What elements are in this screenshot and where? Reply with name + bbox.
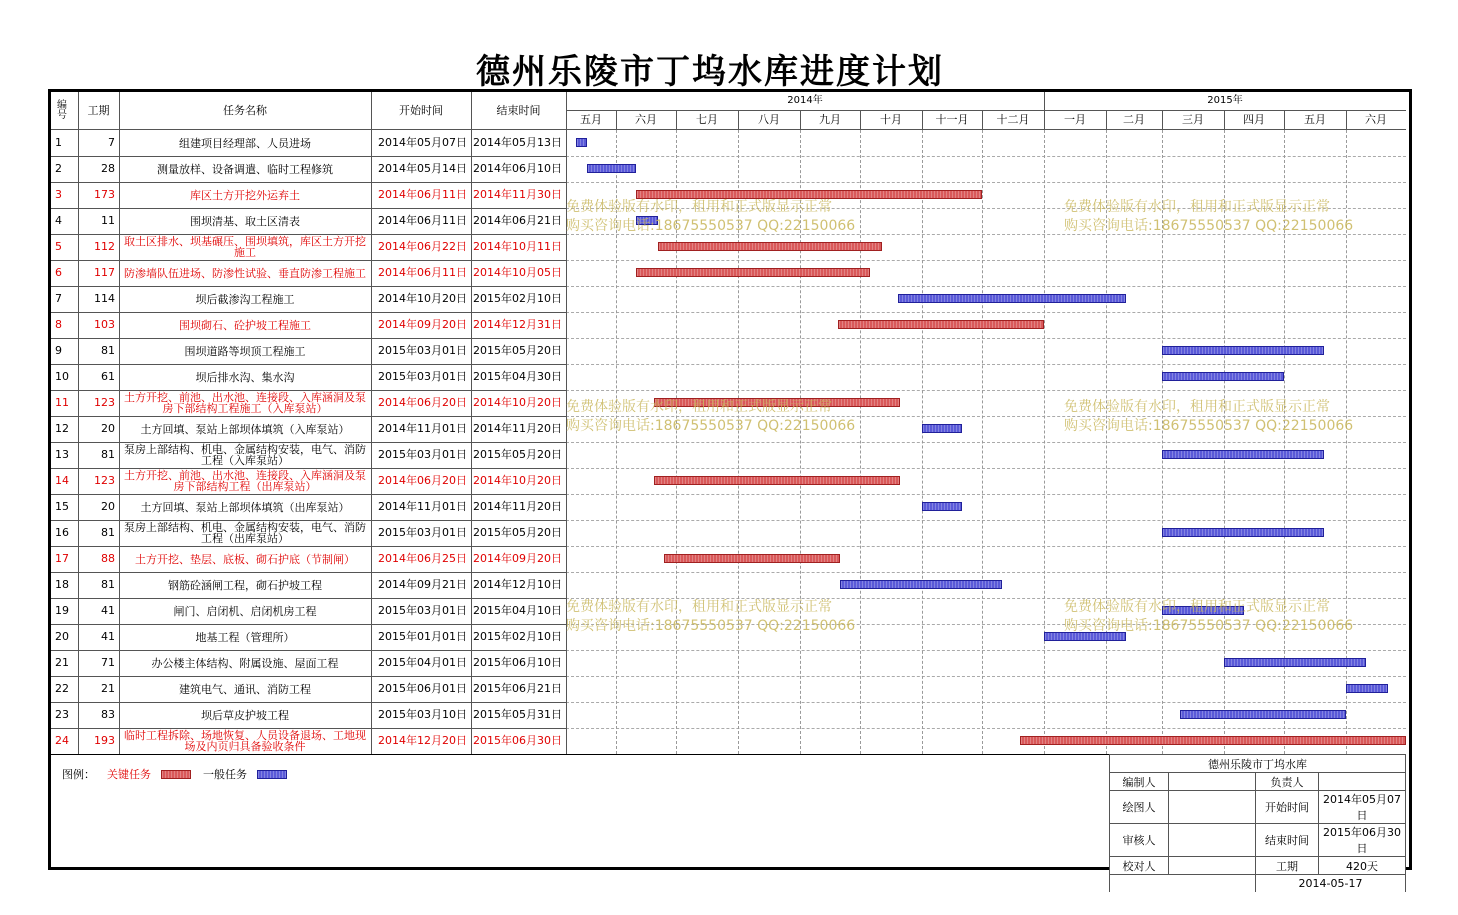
info-checker-value bbox=[1169, 857, 1256, 875]
header-end: 结束时间 bbox=[496, 104, 541, 117]
row-end: 2014年12月10日 bbox=[473, 578, 562, 591]
row-end: 2014年06月21日 bbox=[473, 214, 562, 227]
year-separator bbox=[1044, 92, 1045, 111]
row-gridline bbox=[566, 702, 1406, 703]
month-separator bbox=[860, 111, 861, 129]
normal-task-bar[interactable] bbox=[587, 164, 636, 173]
critical-task-bar[interactable] bbox=[654, 398, 900, 407]
row-duration: 41 bbox=[101, 630, 115, 643]
row-start: 2014年05月07日 bbox=[378, 136, 467, 149]
row-gridline bbox=[566, 390, 1406, 391]
info-reviewer-label: 审核人 bbox=[1110, 824, 1169, 857]
row-number: 11 bbox=[55, 396, 69, 409]
row-duration: 41 bbox=[101, 604, 115, 617]
info-empty bbox=[1110, 875, 1256, 893]
critical-task-bar[interactable] bbox=[838, 320, 1044, 329]
row-start: 2014年10月20日 bbox=[378, 292, 467, 305]
legend bbox=[62, 766, 287, 782]
row-start: 2014年11月01日 bbox=[378, 500, 467, 513]
info-date: 2014-05-17 bbox=[1256, 875, 1406, 893]
info-reviewer-value bbox=[1169, 824, 1256, 857]
row-end: 2014年09月20日 bbox=[473, 552, 562, 565]
month-header: 七月 bbox=[696, 113, 718, 126]
info-checker-label: 校对人 bbox=[1110, 857, 1169, 875]
row-duration: 81 bbox=[101, 448, 115, 461]
header-no: 编号 bbox=[57, 100, 67, 121]
normal-task-bar[interactable] bbox=[898, 294, 1126, 303]
critical-task-bar[interactable] bbox=[658, 242, 882, 251]
row-number: 1 bbox=[55, 136, 62, 149]
row-number: 24 bbox=[55, 734, 69, 747]
month-separator bbox=[800, 111, 801, 129]
row-task-name: 临时工程拆除、场地恢复、人员设备退场、工地现场及内页归具备验收条件 bbox=[124, 729, 366, 753]
row-number: 4 bbox=[55, 214, 62, 227]
month-gridline bbox=[1106, 130, 1107, 754]
critical-task-bar[interactable] bbox=[1020, 736, 1406, 745]
row-duration: 81 bbox=[101, 344, 115, 357]
info-editor-value bbox=[1169, 773, 1256, 791]
row-start: 2015年03月01日 bbox=[378, 370, 467, 383]
row-task-name: 组建项目经理部、人员进场 bbox=[179, 136, 311, 150]
info-drawer-value bbox=[1169, 791, 1256, 824]
year-header: 2015年 bbox=[1207, 95, 1243, 106]
month-gridline bbox=[860, 130, 861, 754]
normal-task-bar[interactable] bbox=[1162, 450, 1324, 459]
month-gridline bbox=[738, 130, 739, 754]
row-gridline bbox=[566, 416, 1406, 417]
row-duration: 117 bbox=[94, 266, 115, 279]
row-gridline bbox=[566, 572, 1406, 573]
month-gridline bbox=[982, 130, 983, 754]
critical-task-bar[interactable] bbox=[654, 476, 900, 485]
month-header: 八月 bbox=[758, 113, 780, 126]
row-task-name: 测量放样、设备调遣、临时工程修筑 bbox=[157, 162, 333, 176]
row-start: 2015年03月01日 bbox=[378, 448, 467, 461]
normal-task-bar[interactable] bbox=[1162, 372, 1284, 381]
normal-task-bar[interactable] bbox=[1044, 632, 1126, 641]
row-gridline bbox=[566, 624, 1406, 625]
row-number: 17 bbox=[55, 552, 69, 565]
month-header: 十月 bbox=[880, 113, 902, 126]
month-gridline bbox=[1044, 130, 1045, 754]
row-task-name: 取土区排水、坝基碾压、围坝填筑，库区土方开挖施工 bbox=[124, 235, 366, 259]
legend-normal-label: 一般任务 bbox=[203, 768, 247, 781]
row-gridline bbox=[566, 598, 1406, 599]
row-gridline bbox=[566, 338, 1406, 339]
row-duration: 28 bbox=[101, 162, 115, 175]
info-owner-label: 负责人 bbox=[1256, 773, 1319, 791]
row-duration: 123 bbox=[94, 474, 115, 487]
row-number: 21 bbox=[55, 656, 69, 669]
row-gridline bbox=[566, 260, 1406, 261]
watermark: 免费体验版有水印，租用和正式版显示正常 购买咨询电话:18675550537 QQ:22150066 bbox=[566, 399, 856, 434]
row-task-name: 土方开挖、垫层、底板、砌石护底（节制闸） bbox=[135, 552, 355, 566]
month-header: 九月 bbox=[819, 113, 841, 126]
row-gridline bbox=[566, 650, 1406, 651]
info-drawer-label: 绘图人 bbox=[1110, 791, 1169, 824]
legend-label: 图例： bbox=[62, 768, 95, 781]
row-task-name: 地基工程（管理所） bbox=[195, 630, 295, 644]
month-header: 六月 bbox=[1365, 113, 1387, 126]
row-gridline bbox=[566, 156, 1406, 157]
month-separator bbox=[738, 111, 739, 129]
row-task-name: 坝后排水沟、集水沟 bbox=[195, 370, 295, 384]
legend-critical-label: 关键任务 bbox=[107, 768, 151, 781]
row-duration: 88 bbox=[101, 552, 115, 565]
row-number: 19 bbox=[55, 604, 69, 617]
info-project: 德州乐陵市丁坞水库 bbox=[1110, 755, 1406, 773]
row-number: 10 bbox=[55, 370, 69, 383]
month-separator bbox=[1044, 111, 1045, 129]
watermark: 免费体验版有水印，租用和正式版显示正常 购买咨询电话:18675550537 QQ:22150066 bbox=[1064, 199, 1354, 234]
row-task-name: 土方开挖、前池、出水池、连接段、入库涵洞及泵房下部结构工程（出库泵站） bbox=[124, 469, 366, 493]
row-number: 15 bbox=[55, 500, 69, 513]
watermark: 免费体验版有水印，租用和正式版显示正常 购买咨询电话:18675550537 QQ:22150066 bbox=[1064, 599, 1354, 634]
row-number: 13 bbox=[55, 448, 69, 461]
month-separator bbox=[982, 111, 983, 129]
row-task-name: 闸门、启闭机、启闭机房工程 bbox=[173, 604, 317, 618]
row-task-name: 泵房上部结构、机电、金属结构安装，电气、消防工程（出库泵站） bbox=[124, 521, 366, 545]
month-header: 五月 bbox=[580, 113, 602, 126]
row-end: 2015年02月10日 bbox=[473, 630, 562, 643]
row-number: 9 bbox=[55, 344, 62, 357]
row-duration: 20 bbox=[101, 500, 115, 513]
page-title: 德州乐陵市丁坞水库进度计划 bbox=[476, 52, 944, 92]
critical-task-bar[interactable] bbox=[636, 190, 982, 199]
row-end: 2014年05月13日 bbox=[473, 136, 562, 149]
info-start-label: 开始时间 bbox=[1256, 791, 1319, 824]
row-number: 3 bbox=[55, 188, 62, 201]
normal-task-bar[interactable] bbox=[576, 138, 587, 147]
row-start: 2014年06月11日 bbox=[378, 214, 467, 227]
header-task-name: 任务名称 bbox=[223, 104, 267, 117]
row-number: 8 bbox=[55, 318, 62, 331]
normal-task-bar[interactable] bbox=[922, 502, 962, 511]
row-task-name: 库区土方开挖外运弃土 bbox=[190, 188, 300, 202]
info-duration-label: 工期 bbox=[1256, 857, 1319, 875]
row-start: 2015年03月01日 bbox=[378, 344, 467, 357]
row-end: 2015年05月20日 bbox=[473, 344, 562, 357]
row-start: 2014年12月20日 bbox=[378, 734, 467, 747]
year-header: 2014年 bbox=[787, 95, 823, 106]
month-separator bbox=[616, 111, 617, 129]
normal-task-bar[interactable] bbox=[1162, 346, 1324, 355]
row-end: 2015年06月21日 bbox=[473, 682, 562, 695]
column-divider bbox=[119, 92, 120, 754]
month-gridline bbox=[676, 130, 677, 754]
row-task-name: 围坝道路等坝顶工程施工 bbox=[184, 344, 306, 358]
row-end: 2014年10月20日 bbox=[473, 396, 562, 409]
row-number: 2 bbox=[55, 162, 62, 175]
row-number: 7 bbox=[55, 292, 62, 305]
month-gridline bbox=[800, 130, 801, 754]
row-start: 2014年06月11日 bbox=[378, 266, 467, 279]
normal-task-bar[interactable] bbox=[1346, 684, 1388, 693]
row-number: 16 bbox=[55, 526, 69, 539]
watermark: 免费体验版有水印，租用和正式版显示正常 购买咨询电话:18675550537 QQ:22150066 bbox=[566, 599, 856, 634]
normal-task-bar[interactable] bbox=[922, 424, 962, 433]
row-task-name: 围坝清基、取土区清表 bbox=[190, 214, 300, 228]
row-end: 2014年12月31日 bbox=[473, 318, 562, 331]
row-duration: 103 bbox=[94, 318, 115, 331]
normal-task-bar[interactable] bbox=[1162, 606, 1244, 615]
month-separator bbox=[1106, 111, 1107, 129]
row-gridline bbox=[566, 520, 1406, 521]
row-end: 2015年04月10日 bbox=[473, 604, 562, 617]
row-start: 2015年03月01日 bbox=[378, 526, 467, 539]
row-number: 22 bbox=[55, 682, 69, 695]
row-start: 2014年09月21日 bbox=[378, 578, 467, 591]
row-end: 2014年11月30日 bbox=[473, 188, 562, 201]
row-start: 2014年09月20日 bbox=[378, 318, 467, 331]
row-duration: 11 bbox=[101, 214, 115, 227]
row-task-name: 办公楼主体结构、附属设施、屋面工程 bbox=[151, 656, 339, 670]
row-end: 2014年10月11日 bbox=[473, 240, 562, 253]
info-duration-value: 420天 bbox=[1319, 857, 1406, 875]
month-header: 五月 bbox=[1304, 113, 1326, 126]
row-gridline bbox=[566, 728, 1406, 729]
watermark: 免费体验版有水印，租用和正式版显示正常 购买咨询电话:18675550537 QQ:22150066 bbox=[566, 199, 856, 234]
row-number: 14 bbox=[55, 474, 69, 487]
normal-task-bar[interactable] bbox=[840, 580, 1002, 589]
row-number: 12 bbox=[55, 422, 69, 435]
row-start: 2014年06月25日 bbox=[378, 552, 467, 565]
info-editor-label: 编制人 bbox=[1110, 773, 1169, 791]
row-duration: 123 bbox=[94, 396, 115, 409]
row-gridline bbox=[566, 442, 1406, 443]
header-start: 开始时间 bbox=[399, 104, 443, 117]
month-separator bbox=[1346, 111, 1347, 129]
row-duration: 193 bbox=[94, 734, 115, 747]
row-gridline bbox=[566, 546, 1406, 547]
row-gridline bbox=[566, 182, 1406, 183]
row-task-name: 钢筋砼涵闸工程，砌石护坡工程 bbox=[168, 578, 322, 592]
row-duration: 173 bbox=[94, 188, 115, 201]
row-task-name: 泵房上部结构、机电、金属结构安装，电气、消防工程（入库泵站） bbox=[124, 443, 366, 467]
row-task-name: 土方开挖、前池、出水池、连接段、入库涵洞及泵房下部结构工程施工（入库泵站） bbox=[124, 391, 366, 415]
row-task-name: 土方回填、泵站上部坝体填筑（入库泵站） bbox=[140, 422, 350, 436]
row-duration: 83 bbox=[101, 708, 115, 721]
normal-task-bar[interactable] bbox=[1224, 658, 1366, 667]
row-start: 2014年06月11日 bbox=[378, 188, 467, 201]
row-task-name: 坝后截渗沟工程施工 bbox=[195, 292, 295, 306]
row-duration: 21 bbox=[101, 682, 115, 695]
row-duration: 81 bbox=[101, 526, 115, 539]
row-task-name: 防渗墙队伍进场、防渗性试验、垂直防渗工程施工 bbox=[124, 266, 366, 280]
row-end: 2015年04月30日 bbox=[473, 370, 562, 383]
row-start: 2014年05月14日 bbox=[378, 162, 467, 175]
month-gridline bbox=[922, 130, 923, 754]
row-gridline bbox=[566, 312, 1406, 313]
row-end: 2015年02月10日 bbox=[473, 292, 562, 305]
row-number: 6 bbox=[55, 266, 62, 279]
row-duration: 114 bbox=[94, 292, 115, 305]
month-separator bbox=[1284, 111, 1285, 129]
row-task-name: 建筑电气、通讯、消防工程 bbox=[179, 682, 311, 696]
info-start-value: 2014年05月07日 bbox=[1319, 791, 1406, 824]
row-end: 2015年05月20日 bbox=[473, 448, 562, 461]
row-start: 2015年03月10日 bbox=[378, 708, 467, 721]
month-header: 六月 bbox=[635, 113, 657, 126]
month-separator bbox=[676, 111, 677, 129]
legend-normal-swatch bbox=[257, 770, 287, 779]
critical-task-bar[interactable] bbox=[636, 268, 870, 277]
row-end: 2015年05月31日 bbox=[473, 708, 562, 721]
info-end-label: 结束时间 bbox=[1256, 824, 1319, 857]
row-task-name: 坝后草皮护坡工程 bbox=[201, 708, 289, 722]
row-gridline bbox=[566, 494, 1406, 495]
month-header: 四月 bbox=[1243, 113, 1265, 126]
row-number: 23 bbox=[55, 708, 69, 721]
legend-critical-swatch bbox=[161, 770, 191, 779]
row-duration: 20 bbox=[101, 422, 115, 435]
month-header: 十一月 bbox=[935, 113, 969, 126]
row-gridline bbox=[566, 286, 1406, 287]
row-gridline bbox=[566, 676, 1406, 677]
info-end-value: 2015年06月30日 bbox=[1319, 824, 1406, 857]
row-end: 2014年10月20日 bbox=[473, 474, 562, 487]
row-start: 2015年04月01日 bbox=[378, 656, 467, 669]
month-header: 一月 bbox=[1064, 113, 1086, 126]
row-task-name: 土方回填、泵站上部坝体填筑（出库泵站） bbox=[140, 500, 350, 514]
row-duration: 81 bbox=[101, 578, 115, 591]
row-start: 2015年01月01日 bbox=[378, 630, 467, 643]
row-task-name: 围坝砌石、砼护坡工程施工 bbox=[179, 318, 311, 332]
row-start: 2014年06月20日 bbox=[378, 396, 467, 409]
row-gridline bbox=[566, 468, 1406, 469]
row-start: 2015年06月01日 bbox=[378, 682, 467, 695]
watermark: 免费体验版有水印，租用和正式版显示正常 购买咨询电话:18675550537 QQ:22150066 bbox=[1064, 399, 1354, 434]
month-separator bbox=[922, 111, 923, 129]
row-end: 2014年06月10日 bbox=[473, 162, 562, 175]
row-duration: 7 bbox=[108, 136, 115, 149]
normal-task-bar[interactable] bbox=[636, 216, 658, 225]
row-gridline bbox=[566, 208, 1406, 209]
row-end: 2015年05月20日 bbox=[473, 526, 562, 539]
normal-task-bar[interactable] bbox=[1180, 710, 1346, 719]
row-end: 2014年11月20日 bbox=[473, 422, 562, 435]
column-divider bbox=[566, 92, 567, 754]
row-end: 2015年06月10日 bbox=[473, 656, 562, 669]
row-number: 20 bbox=[55, 630, 69, 643]
row-duration: 71 bbox=[101, 656, 115, 669]
year-divider bbox=[566, 110, 1406, 111]
month-header: 三月 bbox=[1182, 113, 1204, 126]
row-gridline bbox=[566, 364, 1406, 365]
month-separator bbox=[1162, 111, 1163, 129]
row-end: 2014年10月05日 bbox=[473, 266, 562, 279]
row-start: 2014年06月20日 bbox=[378, 474, 467, 487]
info-table bbox=[1109, 754, 1406, 892]
info-owner-value bbox=[1319, 773, 1406, 791]
row-start: 2014年06月22日 bbox=[378, 240, 467, 253]
row-number: 5 bbox=[55, 240, 62, 253]
row-end: 2014年11月20日 bbox=[473, 500, 562, 513]
row-start: 2014年11月01日 bbox=[378, 422, 467, 435]
month-gridline bbox=[1162, 130, 1163, 754]
row-end: 2015年06月30日 bbox=[473, 734, 562, 747]
month-header: 十二月 bbox=[996, 113, 1030, 126]
row-gridline bbox=[566, 234, 1406, 235]
month-separator bbox=[1224, 111, 1225, 129]
row-start: 2015年03月01日 bbox=[378, 604, 467, 617]
row-duration: 112 bbox=[94, 240, 115, 253]
month-gridline bbox=[616, 130, 617, 754]
header-duration: 工期 bbox=[87, 104, 110, 117]
row-duration: 61 bbox=[101, 370, 115, 383]
normal-task-bar[interactable] bbox=[1162, 528, 1324, 537]
month-header: 二月 bbox=[1123, 113, 1145, 126]
row-number: 18 bbox=[55, 578, 69, 591]
critical-task-bar[interactable] bbox=[664, 554, 840, 563]
